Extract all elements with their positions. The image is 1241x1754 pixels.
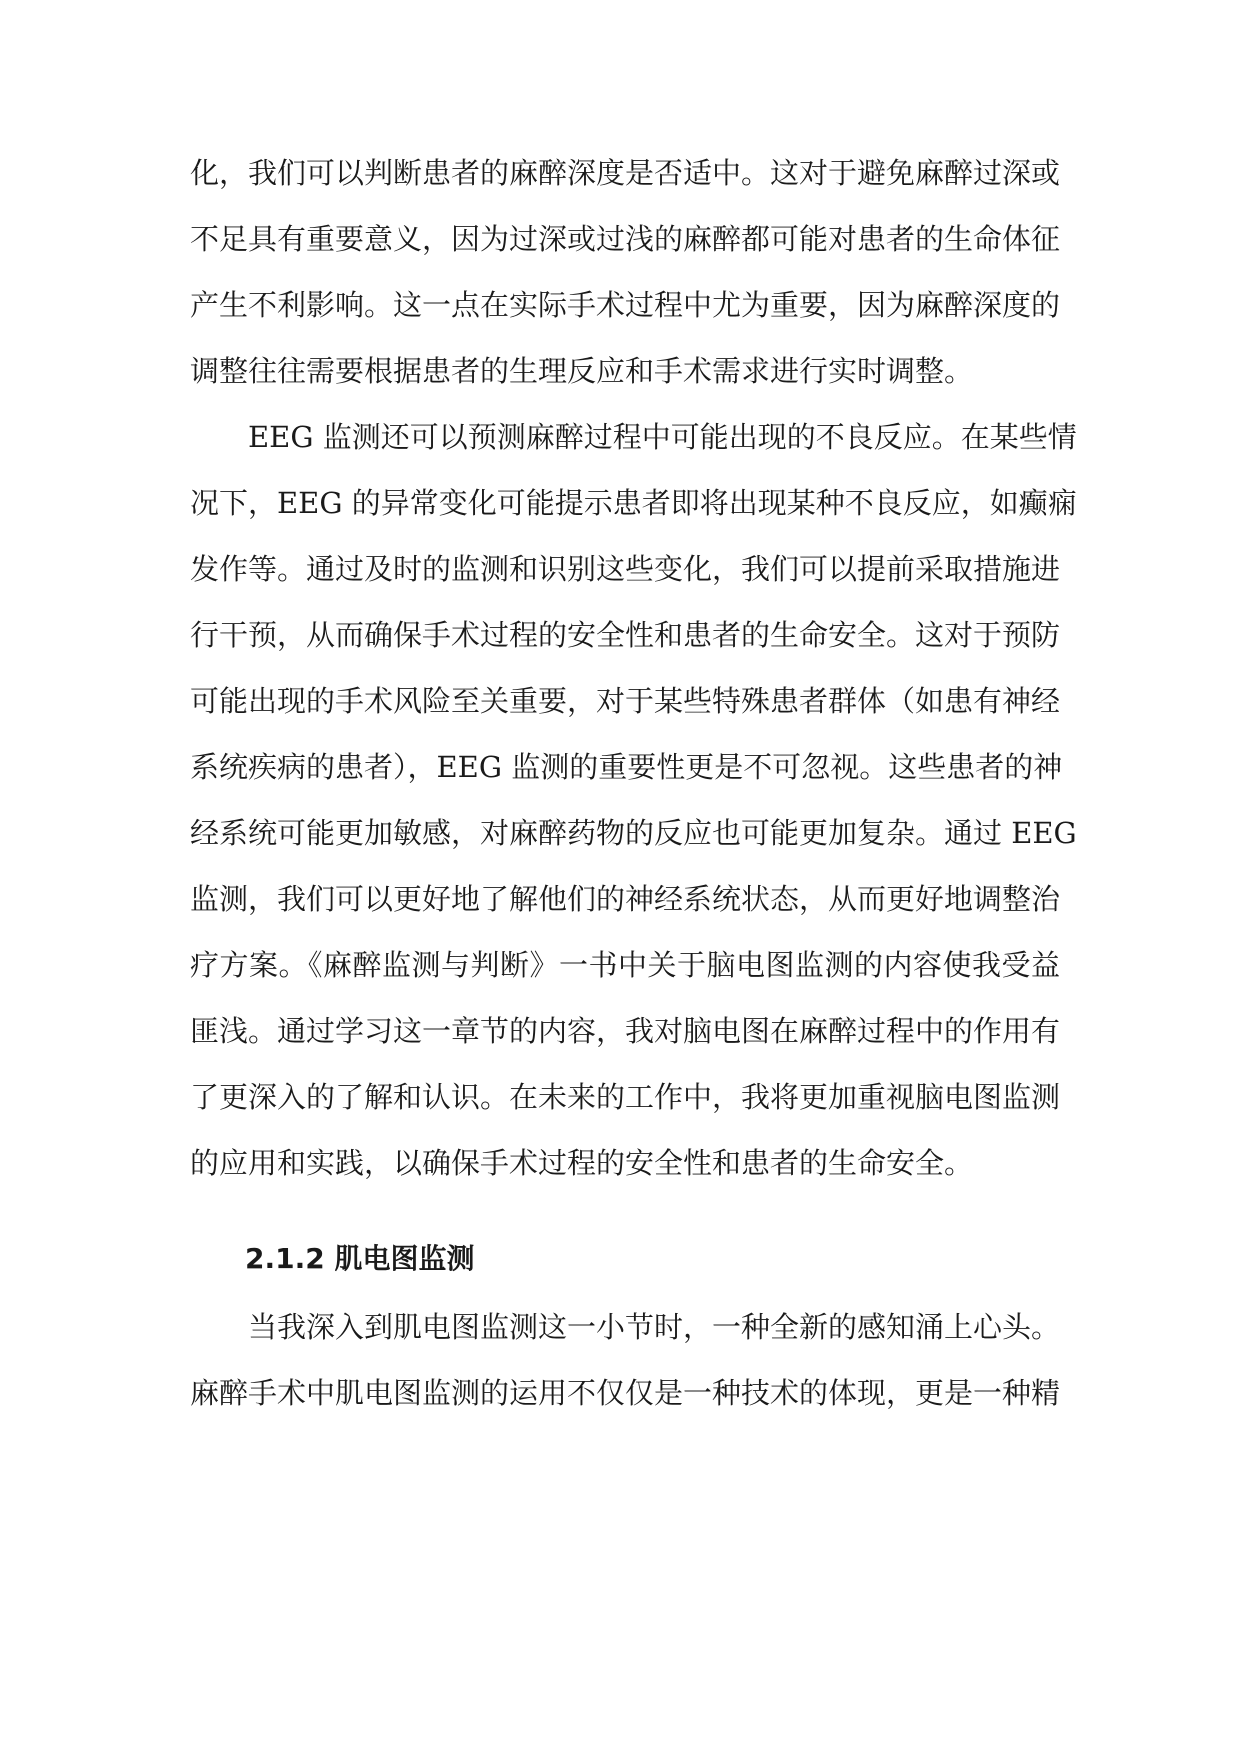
paragraph-line: 化，我们可以判断患者的麻醉深度是否适中。这对于避免麻醉过深或	[190, 156, 1061, 190]
paragraph-line: 产生不利影响。这一点在实际手术过程中尤为重要，因为麻醉深度的	[190, 288, 1061, 322]
paragraph-line: 当我深入到肌电图监测这一小节时，一种全新的感知涌上心头。	[248, 1310, 1061, 1344]
section-heading: 2.1.2 肌电图监测	[245, 1242, 475, 1275]
paragraph-line: 况下，EEG 的异常变化可能提示患者即将出现某种不良反应，如癫痫	[190, 486, 1077, 520]
paragraph-line: 监测，我们可以更好地了解他们的神经系统状态，从而更好地调整治	[190, 882, 1061, 916]
paragraph-line: 了更深入的了解和认识。在未来的工作中，我将更加重视脑电图监测	[190, 1080, 1061, 1114]
paragraph-line: 匪浅。通过学习这一章节的内容，我对脑电图在麻醉过程中的作用有	[190, 1014, 1061, 1048]
paragraph-line: 经系统可能更加敏感，对麻醉药物的反应也可能更加复杂。通过 EEG	[190, 816, 1077, 850]
paragraph-line: 的应用和实践，以确保手术过程的安全性和患者的生命安全。	[190, 1146, 974, 1180]
paragraph-line: EEG 监测还可以预测麻醉过程中可能出现的不良反应。在某些情	[248, 420, 1077, 454]
paragraph-line: 可能出现的手术风险至关重要，对于某些特殊患者群体（如患有神经	[190, 684, 1061, 718]
paragraph-line: 麻醉手术中肌电图监测的运用不仅仅是一种技术的体现，更是一种精	[190, 1376, 1061, 1410]
paragraph-line: 行干预，从而确保手术过程的安全性和患者的生命安全。这对于预防	[190, 618, 1061, 652]
paragraph-line: 发作等。通过及时的监测和识别这些变化，我们可以提前采取措施进	[190, 552, 1061, 586]
paragraph-line: 疗方案。《麻醉监测与判断》一书中关于脑电图监测的内容使我受益	[190, 948, 1060, 982]
paragraph-line: 调整往往需要根据患者的生理反应和手术需求进行实时调整。	[190, 354, 974, 388]
paragraph-line: 不足具有重要意义，因为过深或过浅的麻醉都可能对患者的生命体征	[190, 222, 1061, 256]
paragraph-line: 系统疾病的患者），EEG 监测的重要性更是不可忽视。这些患者的神	[190, 750, 1063, 784]
